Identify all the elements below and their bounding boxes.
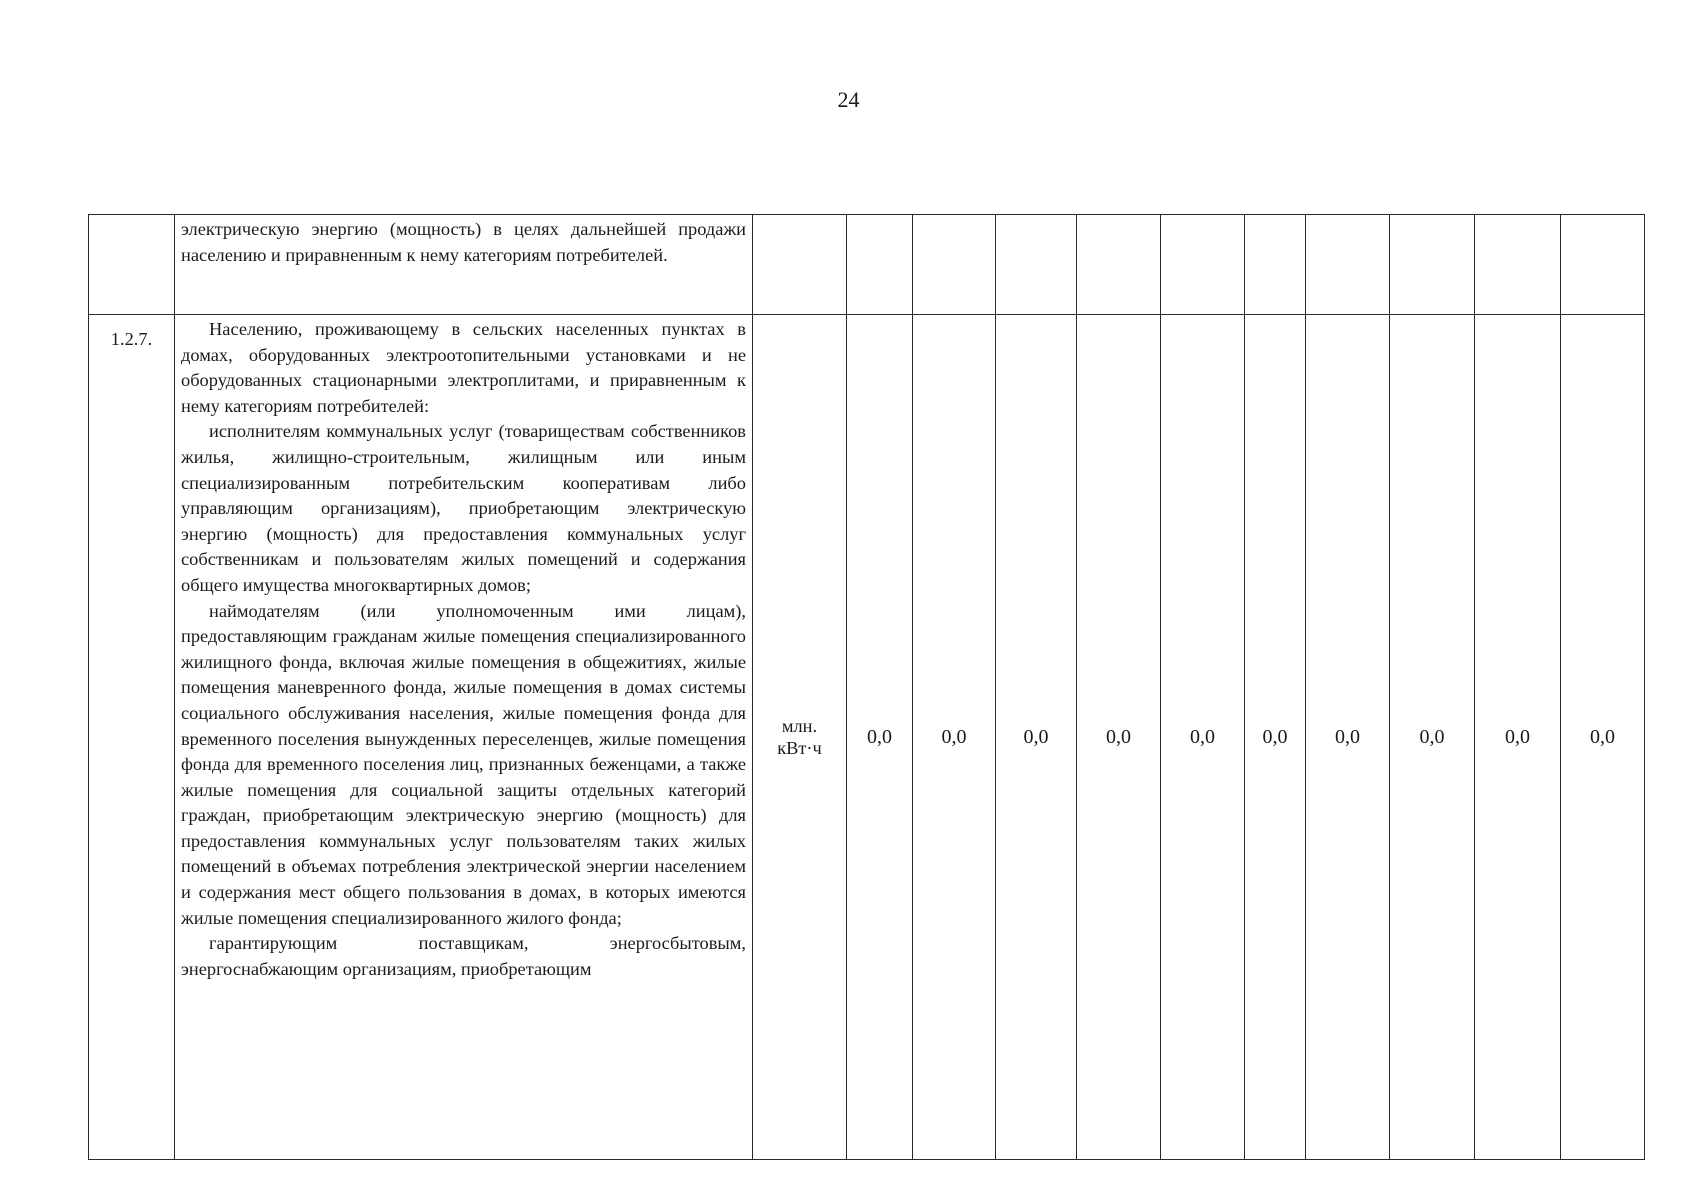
- value-cell: 0,0: [1475, 315, 1561, 1160]
- value-cell: 0,0: [1077, 315, 1161, 1160]
- description-paragraph: Населению, проживающему в сельских населенных пунктах в домах, оборудованных электроотопительными установками и не оборудованных стационарными электроплитами, и приравненным к нему категориям потребителей:: [181, 319, 746, 416]
- row-number-cell: [89, 215, 175, 315]
- description-paragraph: гарантирующим поставщикам, энергосбытовым, энергоснабжающим организациям, приобретающим: [181, 933, 746, 979]
- value-cell: 0,0: [1306, 315, 1390, 1160]
- value-cell: [1077, 215, 1161, 315]
- value-cell: [996, 215, 1077, 315]
- row-number-cell: 1.2.7.: [89, 315, 175, 1160]
- value-cell: [847, 215, 913, 315]
- description-cell: [175, 315, 753, 1160]
- value-cell: 0,0: [1561, 315, 1645, 1160]
- value-cell: 0,0: [996, 315, 1077, 1160]
- description-paragraph: электрическую энергию (мощность) в целях дальнейшей продажи населению и приравненным к нему категориям потребителей.: [181, 219, 746, 265]
- page-number: 24: [837, 87, 860, 112]
- value-cell: 0,0: [913, 315, 996, 1160]
- value-cell: [1306, 215, 1390, 315]
- value-cell: 0,0: [847, 315, 913, 1160]
- value-cell: 0,0: [1161, 315, 1245, 1160]
- table-row: [89, 315, 1645, 1160]
- value-cell: [1561, 215, 1645, 315]
- description-paragraph: исполнителям коммунальных услуг (товариществам собственников жилья, жилищно-строительным, жилищным или иным специализированным потребительским кооперативам либо управляющим организациям), приобретающим электрическую энергию (мощность) для предоставления коммунальных услуг собственникам и пользователям жилых помещений и содержания общего имущества многоквартирных домов;: [181, 421, 746, 595]
- unit-cell: [753, 315, 847, 1160]
- description-cell: [175, 215, 753, 315]
- value-cell: 0,0: [1245, 315, 1306, 1160]
- data-table: [88, 214, 1645, 1160]
- unit-cell: [753, 215, 847, 315]
- table-row: [89, 215, 1645, 315]
- unit-line: млн.: [781, 716, 818, 736]
- value-cell: 0,0: [1390, 315, 1475, 1160]
- value-cell: [1475, 215, 1561, 315]
- value-cell: [913, 215, 996, 315]
- unit-line: кВт·ч: [777, 738, 822, 758]
- value-cell: [1390, 215, 1475, 315]
- description-paragraph: наймодателям (или уполномоченным ими лицам), предоставляющим гражданам жилые помещения специализированного жилищного фонда, включая жилые помещения в общежитиях, жилые помещения маневренного фонда, жилые помещения в домах системы социального обслуживания населения, жилые помещения фонда для временного поселения вынужденных переселенцев, жилые помещения фонда для временного поселения лиц, признанных беженцами, а также жилые помещения для социальной защиты отдельных категорий граждан, приобретающим электрическую энергию (мощность) для предоставления коммунальных услуг пользователям таких жилых помещений в объемах потребления электрической энергии населением и содержания мест общего пользования в домах, в которых имеются жилые помещения специализированного жилого фонда;: [181, 600, 746, 928]
- value-cell: [1245, 215, 1306, 315]
- value-cell: [1161, 215, 1245, 315]
